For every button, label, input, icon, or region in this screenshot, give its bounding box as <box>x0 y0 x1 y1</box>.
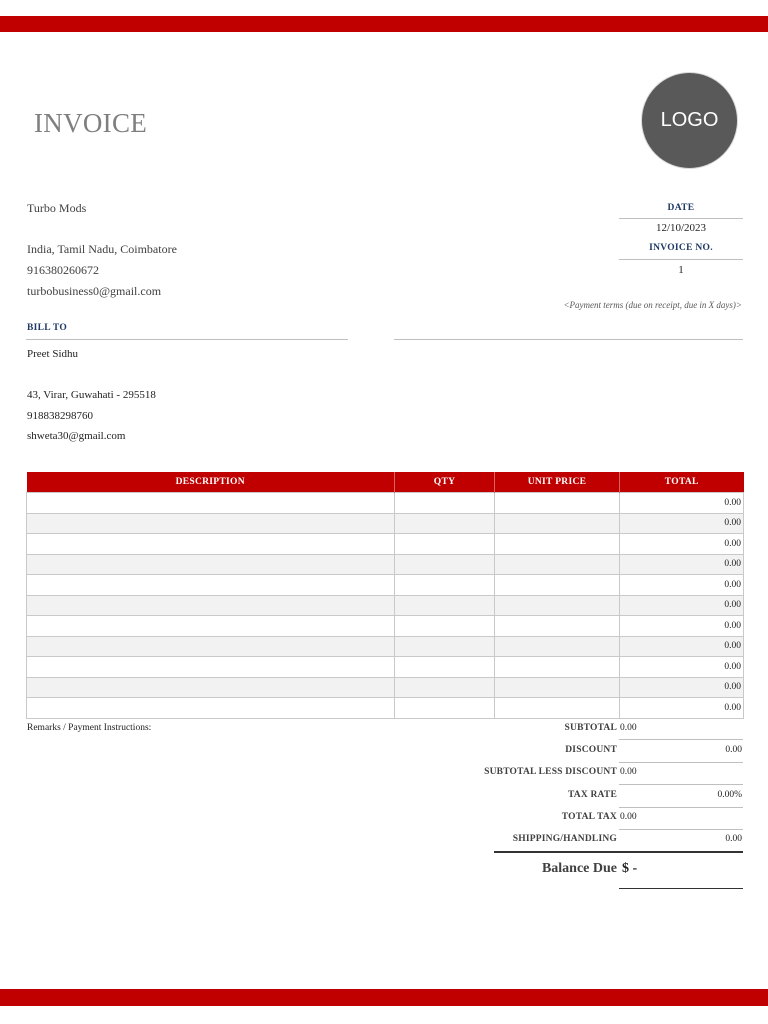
right-divider <box>394 339 743 340</box>
cell-qty[interactable] <box>395 657 495 678</box>
col-header-description: DESCRIPTION <box>27 472 395 493</box>
cell-unit-price[interactable] <box>495 575 620 596</box>
cell-description[interactable] <box>27 636 395 657</box>
cell-description[interactable] <box>27 513 395 534</box>
table-row <box>27 534 744 555</box>
seller-address: India, Tamil Nadu, Coimbatore <box>27 242 177 256</box>
cell-description[interactable] <box>27 698 395 719</box>
cell-qty[interactable] <box>395 636 495 657</box>
cell-unit-price[interactable] <box>495 595 620 616</box>
cell-description[interactable] <box>27 554 395 575</box>
buyer-name: Preet Sidhu <box>27 348 79 360</box>
invoice-no-divider <box>619 259 743 260</box>
cell-unit-price[interactable] <box>495 493 620 514</box>
top-accent-bar <box>0 16 768 32</box>
table-row <box>27 493 744 514</box>
summary-total-rule <box>494 851 743 853</box>
table-row <box>27 636 744 657</box>
discount-divider <box>619 762 743 763</box>
invoice-title: INVOICE <box>34 108 148 138</box>
cell-total: 0.00 <box>620 698 744 719</box>
cell-total: 0.00 <box>620 616 744 637</box>
discount-value[interactable]: 0.00 <box>725 745 742 755</box>
col-header-unit-price: UNIT PRICE <box>495 472 620 493</box>
cell-total: 0.00 <box>620 534 744 555</box>
cell-total: 0.00 <box>620 554 744 575</box>
table-header-row <box>27 472 744 493</box>
cell-total: 0.00 <box>620 677 744 698</box>
cell-total: 0.00 <box>620 513 744 534</box>
balance-due-underline <box>619 888 743 889</box>
cell-description[interactable] <box>27 595 395 616</box>
payment-terms: <Payment terms (due on receipt, due in X days)> <box>563 300 742 310</box>
cell-qty[interactable] <box>395 616 495 637</box>
shipping-label: SHIPPING/HANDLING <box>512 834 617 844</box>
buyer-address: 43, Virar, Guwahati - 295518 <box>27 389 156 401</box>
subtotal-less-discount-label: SUBTOTAL LESS DISCOUNT <box>484 767 617 777</box>
cell-qty[interactable] <box>395 575 495 596</box>
bottom-accent-bar <box>0 989 768 1006</box>
table-row <box>27 595 744 616</box>
table-row <box>27 698 744 719</box>
subtotal-label: SUBTOTAL <box>564 723 617 733</box>
cell-total: 0.00 <box>620 493 744 514</box>
subtotal-divider <box>619 739 743 740</box>
shipping-value[interactable]: 0.00 <box>725 834 742 844</box>
tax-rate-divider <box>619 807 743 808</box>
table-row <box>27 657 744 678</box>
table-row <box>27 677 744 698</box>
invoice-no-label: INVOICE NO. <box>649 243 713 253</box>
table-row <box>27 575 744 596</box>
cell-unit-price[interactable] <box>495 636 620 657</box>
remarks-label: Remarks / Payment Instructions: <box>27 723 152 733</box>
subtotal-value: 0.00 <box>620 723 637 733</box>
seller-email: turbobusiness0@gmail.com <box>27 284 162 298</box>
cell-qty[interactable] <box>395 513 495 534</box>
cell-unit-price[interactable] <box>495 698 620 719</box>
cell-description[interactable] <box>27 493 395 514</box>
cell-unit-price[interactable] <box>495 677 620 698</box>
cell-description[interactable] <box>27 616 395 637</box>
cell-total: 0.00 <box>620 657 744 678</box>
buyer-email: shweta30@gmail.com <box>27 430 126 442</box>
cell-qty[interactable] <box>395 554 495 575</box>
cell-qty[interactable] <box>395 677 495 698</box>
date-label: DATE <box>667 203 695 213</box>
table-row <box>27 554 744 575</box>
date-divider <box>619 218 743 219</box>
col-header-qty: QTY <box>395 472 495 493</box>
tax-rate-value[interactable]: 0.00% <box>717 790 742 800</box>
cell-unit-price[interactable] <box>495 554 620 575</box>
total-tax-divider <box>619 829 743 830</box>
cell-description[interactable] <box>27 575 395 596</box>
cell-qty[interactable] <box>395 534 495 555</box>
cell-qty[interactable] <box>395 493 495 514</box>
cell-unit-price[interactable] <box>495 534 620 555</box>
table-row <box>27 513 744 534</box>
bill-to-divider <box>26 339 348 340</box>
cell-qty[interactable] <box>395 595 495 616</box>
col-header-total: TOTAL <box>620 472 744 493</box>
invoice-no-value: 1 <box>678 264 684 276</box>
cell-unit-price[interactable] <box>495 513 620 534</box>
cell-qty[interactable] <box>395 698 495 719</box>
cell-description[interactable] <box>27 534 395 555</box>
tax-rate-label: TAX RATE <box>567 790 617 800</box>
cell-total: 0.00 <box>620 636 744 657</box>
seller-name: Turbo Mods <box>27 201 87 215</box>
total-tax-label: TOTAL TAX <box>561 812 617 822</box>
cell-total: 0.00 <box>620 595 744 616</box>
subtotal-less-discount-value: 0.00 <box>620 767 637 777</box>
total-tax-value: 0.00 <box>620 812 637 822</box>
balance-due-value: $ - <box>622 861 638 876</box>
logo-text: LOGO <box>660 109 719 131</box>
discount-label: DISCOUNT <box>565 745 617 755</box>
bill-to-label: BILL TO <box>27 323 68 333</box>
cell-description[interactable] <box>27 677 395 698</box>
cell-description[interactable] <box>27 657 395 678</box>
balance-due-label: Balance Due <box>541 861 617 876</box>
buyer-phone: 918838298760 <box>27 410 93 422</box>
subtotal-less-discount-divider <box>619 784 743 785</box>
cell-unit-price[interactable] <box>495 657 620 678</box>
cell-total: 0.00 <box>620 575 744 596</box>
company-logo <box>641 72 738 169</box>
date-value: 12/10/2023 <box>655 222 707 234</box>
line-items-table <box>26 472 744 719</box>
table-row <box>27 616 744 637</box>
seller-phone: 916380260672 <box>27 263 99 277</box>
cell-unit-price[interactable] <box>495 616 620 637</box>
